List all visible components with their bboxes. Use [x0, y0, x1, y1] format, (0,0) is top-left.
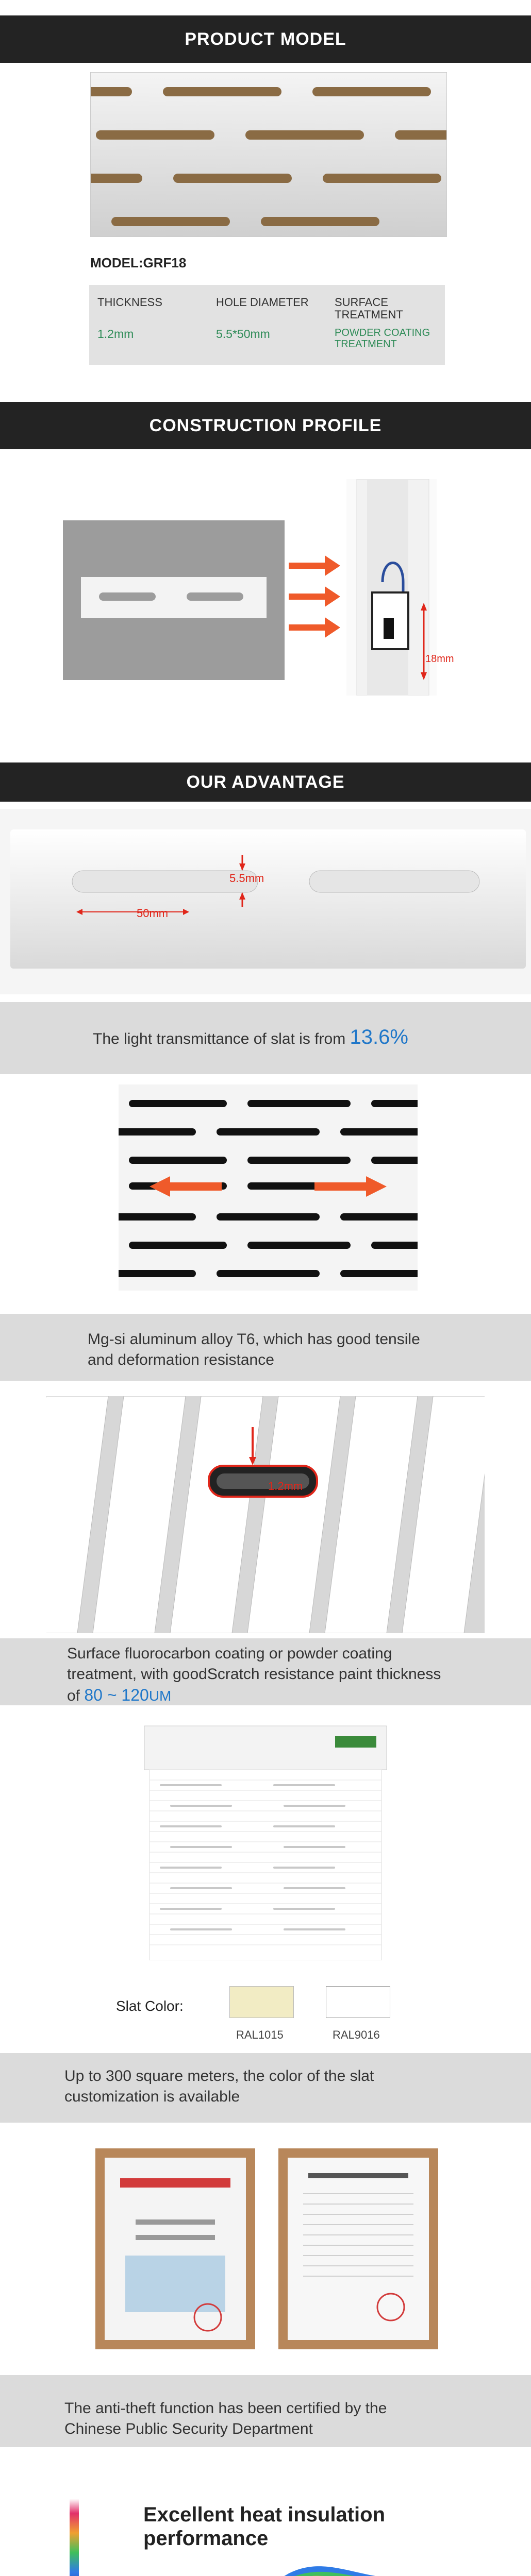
coating-text-body: Surface fluorocarbon coating or powder coating treatment, with goodScratch resistance paint thickness of	[67, 1645, 441, 1704]
slat-closeup-image	[91, 73, 447, 237]
certified-text: The anti-theft function has been certified by the Chinese Public Security Department	[64, 2400, 387, 2437]
spec-table	[89, 285, 445, 365]
color-swatch-ral9016[interactable]	[326, 1986, 390, 2018]
slat-profile-photo	[346, 479, 437, 696]
certificate-image	[105, 2158, 246, 2340]
slat-tensile-photo	[119, 1084, 418, 1291]
customization-strip	[0, 2053, 531, 2123]
red-arrows	[289, 551, 345, 649]
roller-shutter-image	[139, 1723, 392, 1960]
alloy-text: Mg-si aluminum alloy T6, which has good tensile and deformation resistance	[88, 1331, 420, 1368]
section-header-construction-profile	[0, 402, 531, 449]
spec-thickness	[89, 285, 208, 365]
thermal-scale-bar	[67, 2499, 88, 2576]
slat-thickness-photo	[46, 1396, 485, 1633]
certified-strip	[0, 2375, 531, 2447]
coating-strip	[0, 1638, 531, 1705]
model-label: MODEL:GRF18	[90, 255, 187, 270]
spec-value: 1.2mm	[97, 327, 134, 341]
spec-value: 5.5*50mm	[216, 327, 270, 341]
coating-value: 80 ~ 120	[84, 1686, 149, 1704]
section-title: CONSTRUCTION PROFILE	[149, 415, 382, 435]
thermal-profile-image	[144, 2553, 423, 2576]
color-name-ral9016: RAL9016	[333, 2028, 380, 2041]
hole-width-label: 50mm	[137, 907, 169, 920]
slat-front-image	[63, 520, 285, 680]
test-report-image	[288, 2158, 429, 2340]
section-title: PRODUCT MODEL	[185, 29, 346, 49]
alloy-strip	[0, 1314, 531, 1381]
slat-thickness-label: 1.2mm	[268, 1480, 303, 1493]
coating-text	[67, 1643, 443, 1706]
section-header-our-advantage	[0, 762, 531, 802]
spec-value: POWDER COATING TREATMENT	[335, 327, 430, 350]
coating-unit: UM	[148, 1688, 172, 1704]
certificate-left	[95, 2148, 255, 2349]
heat-insulation-title: Excellent heat insulation performance	[143, 2503, 386, 2550]
color-name-ral1015: RAL1015	[236, 2028, 284, 2041]
light-transmittance-text	[93, 1027, 408, 1049]
slat-color-label: Slat Color:	[116, 1998, 184, 2014]
light-value: 13.6%	[350, 1026, 408, 1048]
profile-section-image	[346, 479, 437, 696]
slat-photo-model	[90, 72, 447, 237]
roller-shutter-photo	[139, 1723, 392, 1960]
spec-header: THICKNESS	[97, 296, 162, 309]
thickness-image	[46, 1396, 485, 1633]
light-transmittance-strip	[0, 1002, 531, 1074]
color-swatch-ral1015[interactable]	[229, 1986, 294, 2018]
spec-hole-diameter	[208, 285, 326, 365]
spec-header: HOLE DIAMETER	[216, 296, 309, 309]
profile-height-label: 18mm	[425, 653, 454, 665]
hole-height-label: 5.5mm	[229, 872, 264, 885]
tensile-image	[119, 1084, 418, 1291]
customization-text: Up to 300 square meters, the color of the slat customization is available	[64, 2067, 374, 2105]
section-header-product-model	[0, 15, 531, 63]
spec-surface-treatment	[326, 285, 445, 365]
slat-hole-detail	[0, 809, 531, 994]
section-title: OUR ADVANTAGE	[186, 772, 345, 792]
slat-front-view	[63, 520, 285, 680]
light-text: The light transmittance of slat is from	[93, 1030, 350, 1047]
certificate-right	[278, 2148, 438, 2349]
spec-header: SURFACE TREATMENT	[335, 296, 403, 321]
hole-detail-image	[0, 809, 531, 994]
